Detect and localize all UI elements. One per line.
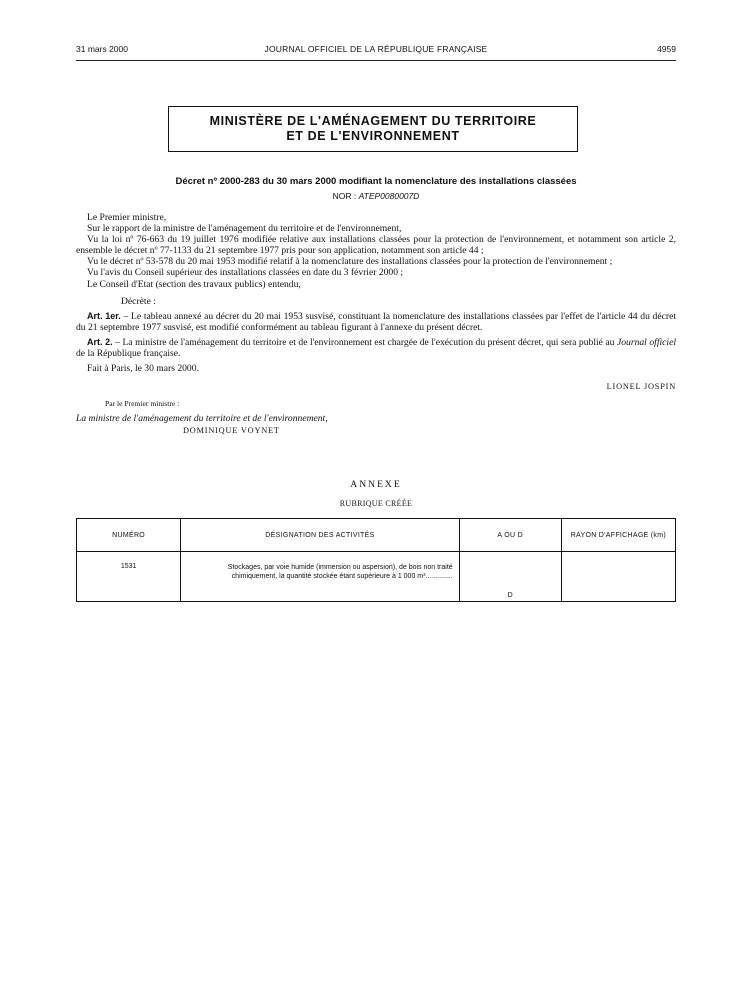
decree-title: Décret nº 2000-283 du 30 mars 2000 modifiant la nomenclature des installations classées [175,176,577,187]
preamble-line: Le Premier ministre, [87,212,167,223]
page-header [76,44,676,60]
decrete-heading: Décrète : [121,295,156,307]
cell-a-ou-d: D [459,552,561,602]
table-row [77,552,676,602]
nor-label: NOR : [332,191,357,201]
preamble-line: Sur le rapport de la ministre de l'aménagement du territoire et de l'environnement, [87,223,402,235]
article-2 [76,337,676,359]
article-2-text: – La ministre de l'aménagement du territoire et de l'environnement est chargée de l'exécution du présent décret, qui sera publié au [112,336,617,348]
minister-name: DOMINIQUE VOYNET [183,425,280,435]
annexe-title: ANNEXE [350,479,402,490]
designation-line-2: chimiquement, la quantité stockée étant supérieure à 1 000 m³.............. [231,573,453,580]
rubrique-subtitle: RUBRIQUE CRÉÉE [339,499,413,508]
preamble-line: Le Conseil d'Etat (section des travaux publics) entendu, [87,278,301,290]
article-1 [76,311,676,333]
signatory: LIONEL JOSPIN [606,382,676,392]
by-prime-minister: Par le Premier ministre : [105,399,180,409]
preamble-line: Vu le décret nº 53-578 du 20 mai 1953 modifié relatif à la nomenclature des installations classées pour la protection de l'environnement ; [87,256,613,268]
cell-designation [181,552,459,602]
header-rule [76,60,676,61]
decree-body [76,212,676,436]
table-header-row [77,519,676,552]
article-1-text: – Le tableau annexé au décret du 20 mai 1953 susvisé, constituant la nomenclature des installations classées par l'effet de l'article 44 du décret du 21 septembre 1977 susvisé, est modifié conformément au tableau figurant à l'annexe du présent décret. [76,310,676,333]
page-number: 4959 [657,44,676,54]
preamble-line: Vu l'avis du Conseil supérieur des installations classées en date du 3 février 2000 ; [87,267,404,279]
header-a-ou-d: A OU D [459,519,561,552]
cell-numero: 1531 [77,552,181,602]
header-date: 31 mars 2000 [76,44,128,54]
article-1-label: Art. 1er. [87,310,121,321]
preamble-line: Vu la loi nº 76-663 du 19 juillet 1976 modifiée relative aux installations classées pour la protection de l'environnement, et notamment son article 2, ensemble le décret nº 77-1133 du 21 septembre 1977 pris pour son application, notamment son article 44 ; [76,234,676,257]
journal-officiel-italic: Journal officiel [617,336,676,348]
designation-line-1: Stockages, par voie humide (immersion ou aspersion), de bois non traité [227,564,453,571]
nor-value: ATEP0080007D [358,191,420,201]
ministry-line-2: ET DE L'ENVIRONNEMENT [286,129,460,143]
article-2-text-end: de la République française. [76,348,181,360]
minister-title: La ministre de l'aménagement du territoire et de l'environnement, [76,413,328,425]
article-2-label: Art. 2. [87,336,113,347]
header-designation: DÉSIGNATION DES ACTIVITÉS [181,519,459,552]
cell-rayon [561,552,675,602]
ministry-box [168,106,578,152]
annexe-table [76,518,676,602]
journal-title: JOURNAL OFFICIEL DE LA RÉPUBLIQUE FRANÇAISE [264,44,488,54]
nor-reference [76,191,676,201]
ministry-line-1: MINISTÈRE DE L'AMÉNAGEMENT DU TERRITOIRE [209,114,537,128]
header-rayon: RAYON D'AFFICHAGE (km) [561,519,675,552]
header-numero: NUMÉRO [77,519,181,552]
done-at: Fait à Paris, le 30 mars 2000. [87,363,199,375]
